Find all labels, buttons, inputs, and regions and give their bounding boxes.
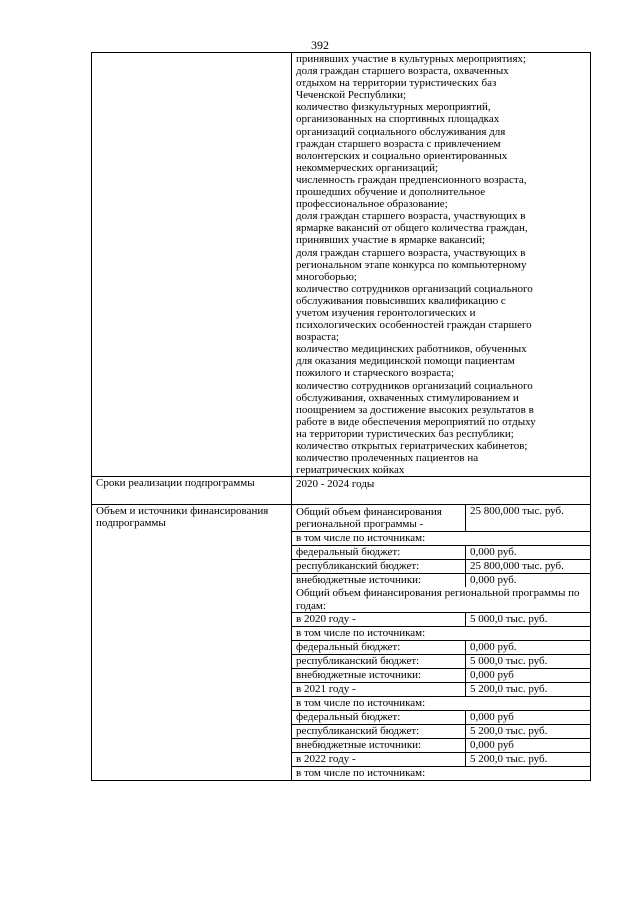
indicator-line: граждан старшего возраста с привлечением <box>296 137 501 150</box>
source-row <box>292 669 590 683</box>
year-row <box>292 753 590 767</box>
indicator-line: доля граждан старшего возраста, участвующих в <box>296 246 526 259</box>
years-breakdown <box>292 613 590 780</box>
indicator-line: обслуживания повысивших квалификацию с <box>296 294 506 307</box>
source-row <box>292 574 590 587</box>
source-row-label: федеральный бюджет: <box>292 641 466 654</box>
source-row-value: 0,000 руб <box>470 739 514 752</box>
year-row <box>292 683 590 697</box>
indicator-line: количество физкультурных мероприятий, <box>296 101 491 114</box>
indicator-line: многоборью; <box>296 270 357 283</box>
source-row-value: 25 800,000 тыс. руб. <box>470 560 564 573</box>
indicator-line: некоммерческих организаций; <box>296 161 439 174</box>
source-row-value: 0,000 руб. <box>470 641 517 654</box>
indicator-line: региональном этапе конкурса по компьютерному <box>296 258 527 271</box>
indicator-line: учетом изучения геронтологических и <box>296 306 476 319</box>
total-financing-label: Общий объем финансирования региональной программы - <box>292 505 466 531</box>
source-row-label: федеральный бюджет: <box>292 711 466 724</box>
total-sources-heading <box>292 532 590 546</box>
passport-table <box>91 52 591 781</box>
year-sources-heading-text: в том числе по источникам: <box>296 697 426 710</box>
source-row-label: федеральный бюджет: <box>292 546 466 559</box>
source-row-value: 0,000 руб <box>470 669 514 682</box>
indicator-line: организаций социального обслуживания для <box>296 125 506 138</box>
indicator-line: возраста; <box>296 331 340 344</box>
source-row <box>292 546 590 560</box>
year-row <box>292 613 590 627</box>
indicators-row <box>92 53 591 477</box>
year-row-label: в 2021 году - <box>292 683 466 696</box>
indicator-line: численность граждан предпенсионного возраста, <box>296 173 527 186</box>
indicator-line: принявших участие в культурных мероприятиях; <box>296 53 527 65</box>
source-row-label: республиканский бюджет: <box>292 725 466 738</box>
source-row-label: республиканский бюджет: <box>292 655 466 668</box>
year-row-label: в 2020 году - <box>292 613 466 626</box>
indicator-line: количество открытых гериатрических кабинетов; <box>296 440 528 452</box>
year-row-label: в 2022 году - <box>292 753 466 766</box>
indicator-line: доля граждан старшего возраста, охваченных <box>296 65 509 78</box>
year-row-value: 5 000,0 тыс. руб. <box>470 613 548 626</box>
by-years-heading-row <box>292 587 590 613</box>
total-breakdown <box>292 546 590 587</box>
source-row-label: внебюджетные источники: <box>292 739 466 752</box>
indicator-line: гериатрических койках <box>296 464 405 477</box>
indicator-line: профессиональное образование; <box>296 198 448 211</box>
indicator-line: на территории туристических баз республики; <box>296 427 514 440</box>
indicator-line: прошедших обучение и дополнительное <box>296 186 486 199</box>
indicators-label-cell <box>92 53 292 477</box>
terms-row <box>92 477 591 505</box>
indicator-line: количество пролеченных пациентов на <box>296 452 479 465</box>
sources-heading-text: в том числе по источникам: <box>296 532 426 545</box>
source-row-label: внебюджетные источники: <box>292 574 466 587</box>
indicator-line: для оказания медицинской помощи пациентам <box>296 355 515 368</box>
indicator-line: ярмарке вакансий от общего количества граждан, <box>296 222 528 235</box>
by-years-heading: Общий объем финансирования региональной программы по годам: <box>296 587 580 612</box>
indicator-line: доля граждан старшего возраста, участвующих в <box>296 210 526 223</box>
year-sources-heading <box>292 627 590 641</box>
year-sources-heading-text: в том числе по источникам: <box>296 767 426 780</box>
year-row-value: 5 200,0 тыс. руб. <box>470 683 548 696</box>
indicator-line: количество сотрудников организаций социального <box>296 282 533 295</box>
financing-label: Объем и источники финансирования подпрограммы <box>92 505 292 781</box>
indicator-line: обслуживания, охваченных стимулированием и <box>296 391 519 404</box>
indicator-line: количество медицинских работников, обученных <box>296 343 527 356</box>
year-sources-heading <box>292 767 590 780</box>
source-row-label: внебюджетные источники: <box>292 669 466 682</box>
source-row <box>292 560 590 574</box>
total-financing-row <box>292 505 590 532</box>
source-row-label: республиканский бюджет: <box>292 560 466 573</box>
year-row-value: 5 200,0 тыс. руб. <box>470 753 548 766</box>
indicator-line: организованных на спортивных площадках <box>296 113 500 126</box>
terms-value: 2020 - 2024 годы <box>292 477 591 505</box>
total-financing-value: 25 800,000 тыс. руб. <box>470 505 564 518</box>
indicator-line: принявших участие в ярмарке вакансий; <box>296 234 486 247</box>
indicator-line: пожилого и старческого возраста; <box>296 367 455 380</box>
indicator-line: работе в виде обеспечения мероприятий по отдыху <box>296 415 536 428</box>
terms-label: Сроки реализации подпрограммы <box>92 477 292 505</box>
indicator-line: отдыхом на территории туристических баз <box>296 77 497 90</box>
source-row-value: 5 200,0 тыс. руб. <box>470 725 548 738</box>
source-row-value: 0,000 руб. <box>470 546 517 559</box>
year-sources-heading <box>292 697 590 711</box>
source-row-value: 5 000,0 тыс. руб. <box>470 655 548 668</box>
indicator-line: психологических особенностей граждан старшего <box>296 319 532 332</box>
indicator-line: волонтерских и социально ориентированных <box>296 149 508 162</box>
source-row <box>292 739 590 753</box>
source-row <box>292 655 590 669</box>
source-row <box>292 711 590 725</box>
financing-row <box>92 505 591 781</box>
indicator-line: Чеченской Республики; <box>296 89 407 102</box>
page-number: 392 <box>311 38 329 52</box>
source-row <box>292 725 590 739</box>
financing-details <box>292 505 591 781</box>
source-row-value: 0,000 руб. <box>470 574 517 587</box>
year-sources-heading-text: в том числе по источникам: <box>296 627 426 640</box>
indicator-line: поощрением за достижение высоких результатов в <box>296 403 534 416</box>
indicator-line: количество сотрудников организаций социального <box>296 379 533 392</box>
indicators-list <box>292 53 591 477</box>
source-row <box>292 641 590 655</box>
source-row-value: 0,000 руб <box>470 711 514 724</box>
